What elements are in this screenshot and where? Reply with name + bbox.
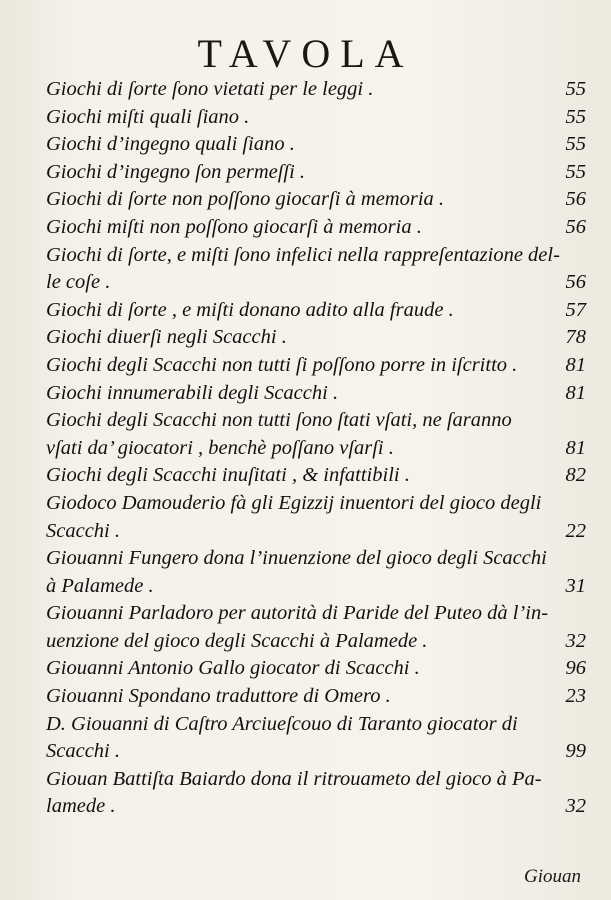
entry-page-number: 82 [565, 464, 586, 487]
entry-page-number: 96 [565, 657, 586, 680]
entry-text: Giochi degli Scacchi inuſitati , & infattibili . [46, 464, 410, 487]
index-entry [46, 738, 586, 766]
entry-text: Giochi di ſorte , e miſti donano adito alla fraude . [46, 298, 454, 321]
entry-page-number: 55 [565, 133, 586, 156]
index-entry [46, 324, 586, 352]
entry-page-number: 56 [565, 188, 586, 211]
entry-text: Giodoco Damouderio fà gli Egizzij inuentori del gioco degli [46, 491, 542, 514]
index-entry [46, 269, 586, 297]
page-title: TAVOLA [197, 31, 414, 76]
entry-text: lamede . [46, 795, 116, 818]
entry-page-number: 81 [565, 381, 586, 404]
index-entry [46, 766, 586, 794]
entry-text: Giochi degli Scacchi non tutti ſi poſſono porre in iſcritto . [46, 353, 518, 376]
index-entry [46, 352, 586, 380]
index-entry [46, 600, 586, 628]
entry-text: Giochi di ſorte non poſſono giocarſi à memoria . [46, 188, 445, 211]
entry-text: Giouanni Parladoro per autorità di Paride del Puteo dà l’in- [46, 602, 549, 625]
entry-text: Giouanni Spondano traduttore di Omero . [46, 685, 391, 708]
entry-page-number: 55 [565, 105, 586, 128]
entry-page-number: 55 [565, 160, 586, 183]
entry-text: vſati da’ giocatori , benchè poſſano vſarſi . [46, 436, 394, 459]
index-entry [46, 407, 586, 435]
entry-page-number: 55 [565, 78, 586, 100]
entry-text: Giochi d’ingegno ſon permeſſi . [46, 160, 306, 183]
entry-page-number: 31 [565, 574, 586, 597]
index-entry [46, 711, 586, 739]
entry-text: Giochi degli Scacchi non tutti ſono ſtati vſati, ne ſaranno [46, 409, 512, 432]
entry-text: D. Giouanni di Caſtro Arciueſcouo di Taranto giocator di [46, 712, 518, 735]
entry-page-number: 56 [565, 271, 586, 294]
entry-text: Giochi d’ingegno quali ſiano . [46, 133, 295, 156]
index-entry [46, 214, 586, 242]
index-entry [46, 655, 586, 683]
entry-page-number: 78 [565, 326, 586, 349]
index-entry [46, 104, 586, 132]
index-entries [46, 76, 586, 821]
index-entry [46, 573, 586, 601]
index-entry [46, 131, 586, 159]
entry-page-number: 56 [565, 215, 586, 238]
entry-text: Giochi diuerſi negli Scacchi . [46, 326, 287, 349]
entry-text: Giouanni Fungero dona l’inuenzione del gioco degli Scacchi [46, 547, 547, 570]
entry-page-number: 22 [565, 519, 586, 542]
index-entry [46, 628, 586, 656]
entry-text: Giochi di ſorte, e miſti ſono infelici nella rappreſentazione del- [46, 243, 560, 266]
index-entry [46, 490, 586, 518]
index-entry [46, 186, 586, 214]
entry-text: Giouanni Antonio Gallo giocator di Scacchi . [46, 657, 420, 680]
entry-text: Giochi innumerabili degli Scacchi . [46, 381, 339, 404]
entry-page-number: 23 [565, 685, 586, 708]
index-entry [46, 462, 586, 490]
entry-text: Scacchi . [46, 519, 120, 542]
index-entry [46, 297, 586, 325]
entry-text: Giochi miſti non poſſono giocarſi à memoria . [46, 215, 422, 238]
index-entry [46, 683, 586, 711]
index-entry [46, 76, 586, 104]
entry-text: Giouan Battiſta Baiardo dona il ritrouameto del gioco à Pa- [46, 767, 542, 790]
entry-page-number: 99 [565, 740, 586, 763]
entry-text: le coſe . [46, 271, 111, 294]
index-entry [46, 380, 586, 408]
entry-page-number: 81 [565, 436, 586, 459]
entry-page-number: 57 [565, 298, 586, 321]
catchword: Giouan [524, 866, 581, 887]
entry-text: Giochi miſti quali ſiano . [46, 105, 250, 128]
entry-page-number: 81 [565, 353, 586, 376]
index-entry [46, 435, 586, 463]
index-entry [46, 159, 586, 187]
entry-page-number: 32 [565, 629, 586, 652]
entry-text: Scacchi . [46, 740, 120, 763]
index-entry [46, 545, 586, 573]
index-entry [46, 242, 586, 270]
index-entry [46, 793, 586, 821]
entry-page-number: 32 [565, 795, 586, 818]
entry-text: Giochi di ſorte ſono vietati per le leggi . [46, 78, 374, 100]
entry-text: à Palamede . [46, 574, 154, 597]
entry-text: uenzione del gioco degli Scacchi à Palamede . [46, 629, 428, 652]
index-entry [46, 518, 586, 546]
